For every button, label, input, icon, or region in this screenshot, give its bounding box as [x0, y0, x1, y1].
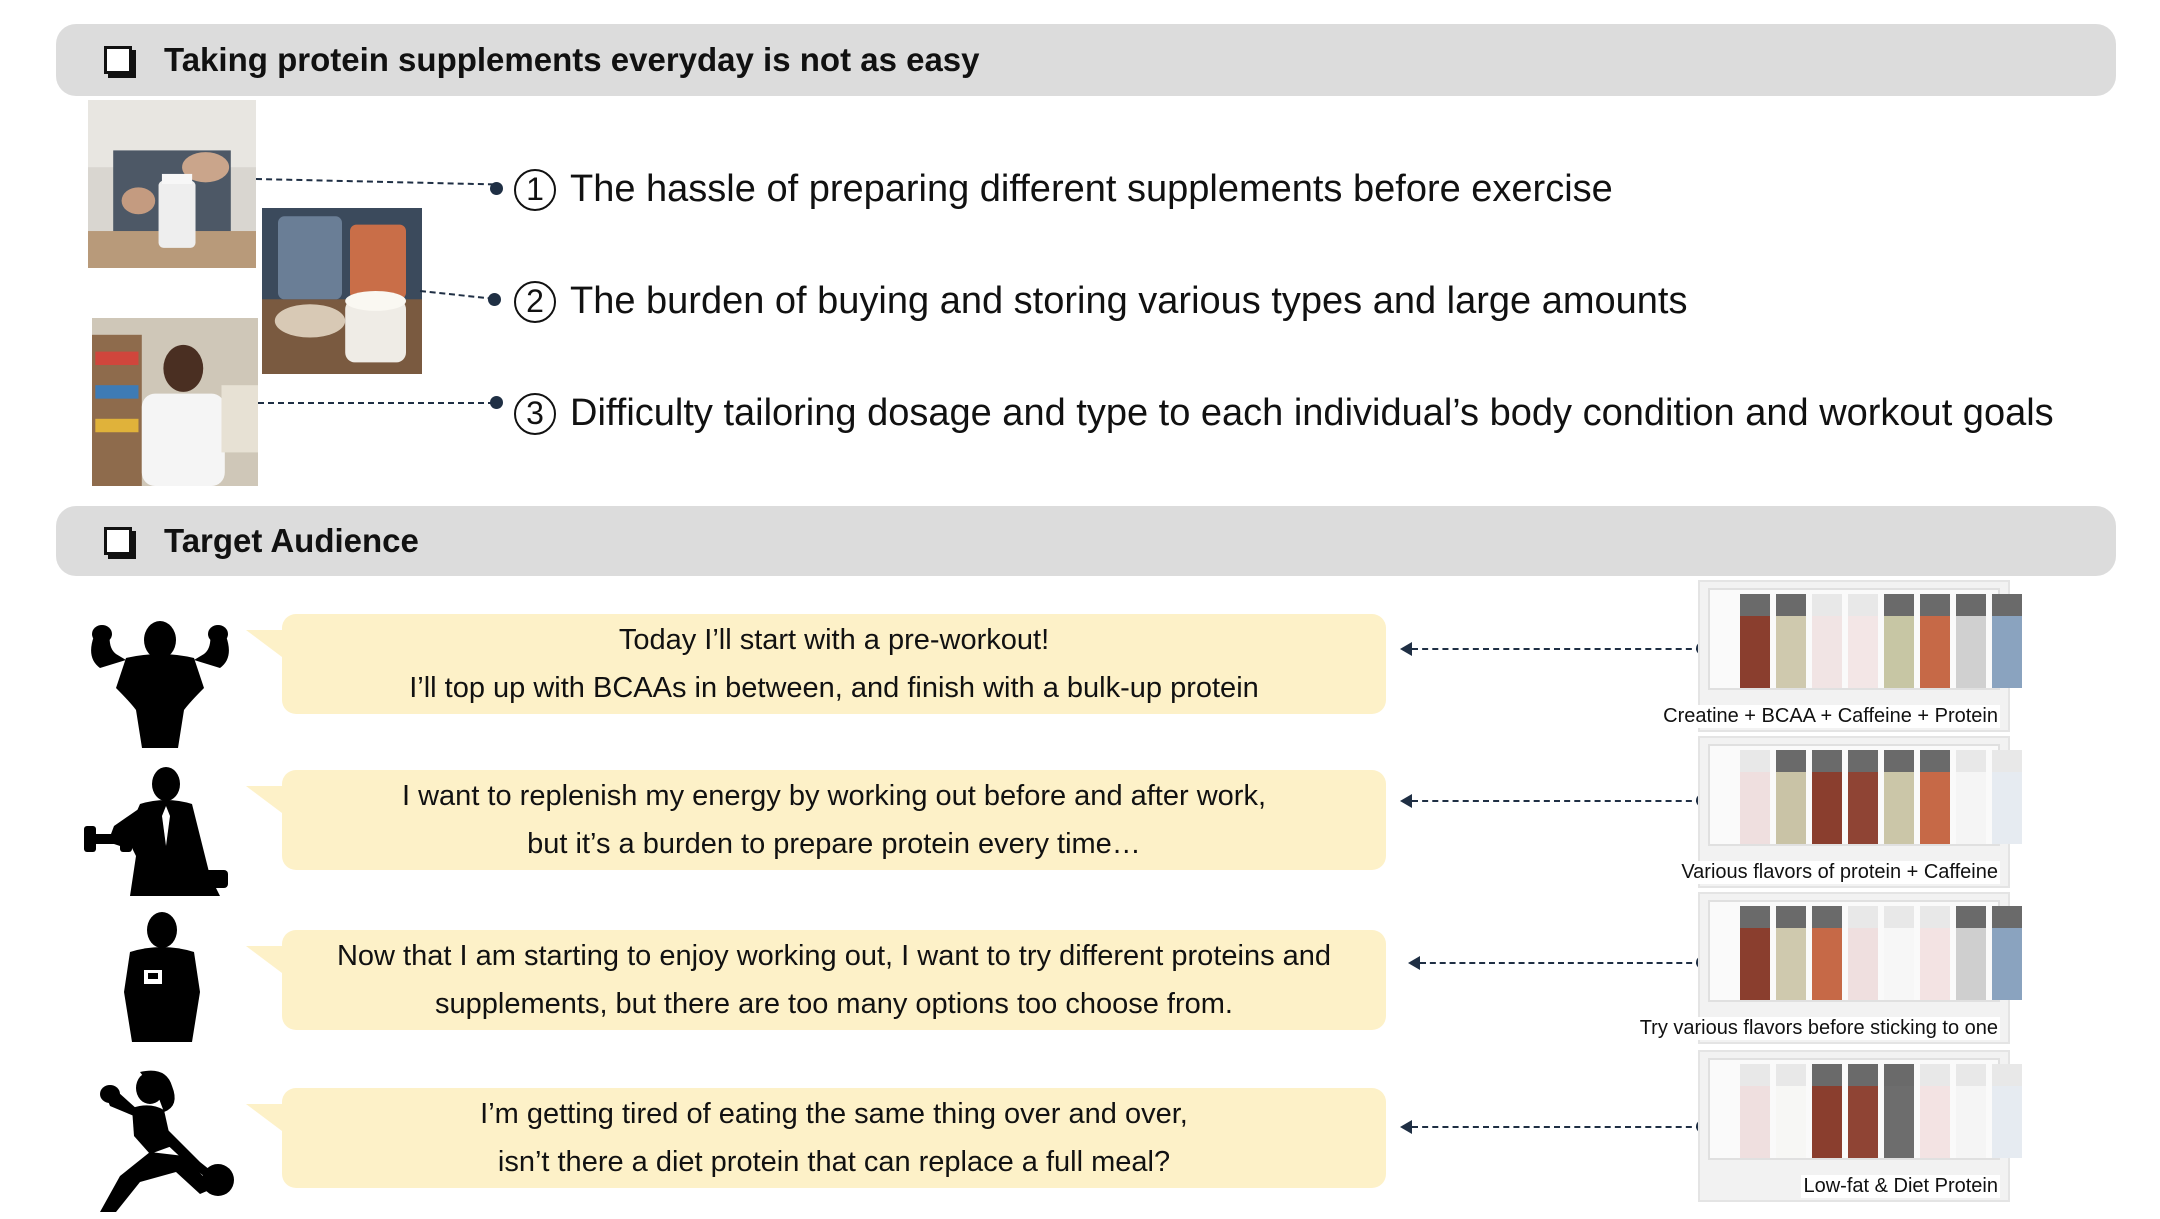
- quote-line: Now that I am starting to enjoy working out, I want to try different proteins and: [336, 940, 1332, 972]
- arrow-left-icon: [1408, 956, 1420, 970]
- photo-protein-tubs: [262, 208, 422, 374]
- problem-3-dot: [490, 396, 503, 409]
- audience-3-connector: [1420, 962, 1702, 964]
- audience-quote-bubble: [282, 930, 1386, 1030]
- shelf-caption: Try various flavors before sticking to one: [1639, 1017, 1998, 1039]
- problem-number: 3: [514, 393, 556, 435]
- problem-1-connector: [256, 178, 494, 185]
- arrow-left-icon: [1400, 1120, 1412, 1134]
- problem-2-dot: [488, 293, 501, 306]
- quote-line: I want to replenish my energy by working out before and after work,: [402, 780, 1266, 812]
- audience-1-connector: [1412, 648, 1702, 650]
- checkbox-bullet-icon: [104, 527, 132, 555]
- audience-4-connector: [1412, 1126, 1702, 1128]
- audience-quote-bubble: [282, 1088, 1386, 1188]
- audience-quote-bubble: [282, 614, 1386, 714]
- problem-item: [514, 280, 1687, 323]
- product-shelf-image: [1663, 580, 2010, 732]
- quote-line: Today I’ll start with a pre-workout!: [618, 624, 1050, 656]
- shelf-caption: Creatine + BCAA + Caffeine + Protein: [1663, 705, 1998, 727]
- photo-man-in-store: [92, 318, 258, 486]
- man-with-card-silhouette-icon: [80, 912, 240, 1042]
- shelf-caption: Various flavors of protein + Caffeine: [1681, 861, 1998, 883]
- problem-3-connector: [258, 402, 494, 404]
- quote-line: supplements, but there are too many options too choose from.: [435, 988, 1233, 1020]
- problem-number: 1: [514, 169, 556, 211]
- product-shelf-image: [1698, 1050, 2010, 1202]
- checkbox-bullet-icon: [104, 46, 132, 74]
- arrow-left-icon: [1400, 794, 1412, 808]
- problem-number: 2: [514, 281, 556, 323]
- bodybuilder-silhouette-icon: [80, 618, 240, 748]
- problems-section-header: [56, 24, 2116, 96]
- audience-section-title: Target Audience: [164, 522, 419, 559]
- woman-kettlebell-silhouette-icon: [80, 1066, 240, 1214]
- problem-text: The burden of buying and storing various types and large amounts: [570, 280, 1688, 322]
- quote-line: I’m getting tired of eating the same thing over and over,: [480, 1098, 1188, 1130]
- audience-quote-bubble: [282, 770, 1386, 870]
- product-shelf-image: [1639, 892, 2010, 1044]
- problem-2-connector: [420, 290, 494, 300]
- problem-text: Difficulty tailoring dosage and type to each individual’s body condition and workout goals: [570, 392, 2054, 434]
- problem-text: The hassle of preparing different supplements before exercise: [570, 168, 1613, 210]
- problem-1-dot: [490, 182, 503, 195]
- audience-section-header: [56, 506, 2116, 576]
- audience-2-connector: [1412, 800, 1702, 802]
- quote-line: I’ll top up with BCAAs in between, and finish with a bulk-up protein: [409, 672, 1259, 704]
- quote-line: isn’t there a diet protein that can replace a full meal?: [497, 1146, 1171, 1178]
- photo-man-mixing-shake: [88, 100, 256, 268]
- problem-item: [514, 168, 1613, 211]
- problem-item: [514, 392, 2054, 435]
- shelf-caption: Low-fat & Diet Protein: [1803, 1175, 1998, 1197]
- problems-section-title: Taking protein supplements everyday is not as easy: [164, 41, 980, 78]
- quote-line: but it’s a burden to prepare protein every time…: [527, 828, 1141, 860]
- product-shelf-image: [1681, 736, 2010, 888]
- businessman-dumbbell-silhouette-icon: [80, 766, 240, 896]
- arrow-left-icon: [1400, 642, 1412, 656]
